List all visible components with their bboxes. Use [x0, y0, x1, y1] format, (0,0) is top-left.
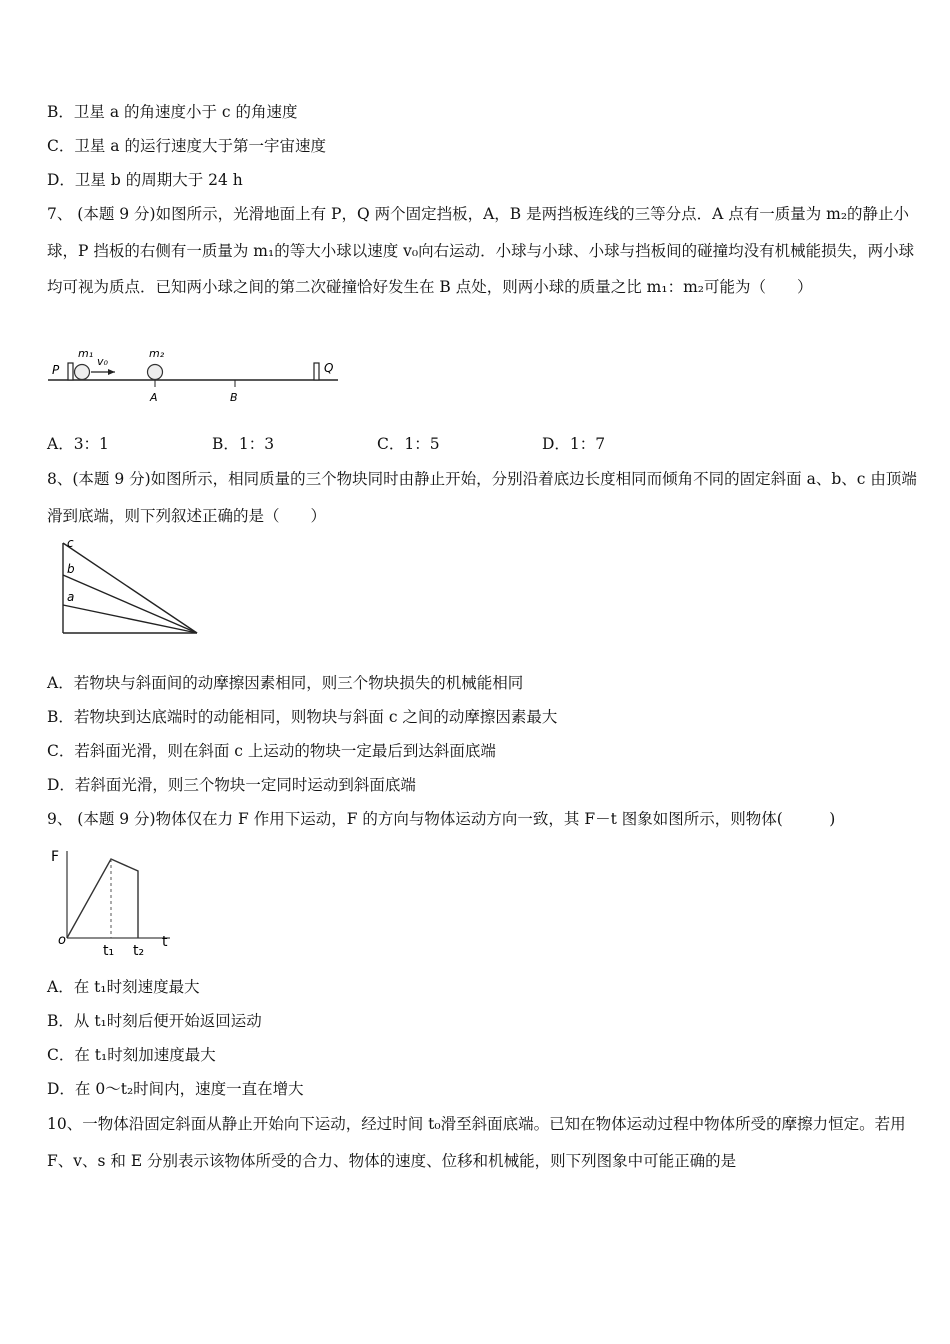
label-c: c — [67, 536, 74, 550]
q7-option-d: D．1：7 — [542, 435, 606, 453]
incline-b — [63, 575, 197, 633]
q9-option-c: C．在 t₁时刻加速度最大 — [47, 1046, 216, 1064]
q6-option-d: D．卫星 b 的周期大于 24 h — [47, 171, 243, 189]
label-v0: v₀ — [97, 355, 108, 368]
force-curve — [67, 859, 138, 938]
label-b: B — [230, 391, 238, 404]
label-f: F — [51, 849, 60, 865]
q6-option-b: B．卫星 a 的角速度小于 c 的角速度 — [47, 103, 298, 121]
ball-m1 — [75, 365, 90, 380]
q9-figure — [45, 843, 180, 963]
q7-option-b: B．1：3 — [212, 435, 275, 453]
label-m1: m₁ — [78, 347, 94, 360]
q7-option-c: C．1：5 — [377, 435, 440, 453]
barrier-p — [68, 363, 73, 380]
label-a: A — [150, 391, 158, 404]
q7-option-a: A．3：1 — [47, 435, 109, 453]
q6-option-c: C．卫星 a 的运行速度大于第一宇宙速度 — [47, 137, 326, 155]
q7-options — [47, 434, 707, 454]
q8-option-c: C．若斜面光滑，则在斜面 c 上运动的物块一定最后到达斜面底端 — [47, 742, 496, 760]
q8-option-b: B．若物块到达底端时的动能相同，则物块与斜面 c 之间的动摩擦因素最大 — [47, 708, 558, 726]
q8-option-a: A．若物块与斜面间的动摩擦因素相同，则三个物块损失的机械能相同 — [47, 674, 524, 692]
q7-figure — [45, 345, 345, 407]
label-m2: m₂ — [149, 347, 165, 360]
ball-m2 — [148, 365, 163, 380]
q9-option-a: A．在 t₁时刻速度最大 — [47, 978, 200, 996]
label-t: t — [162, 934, 168, 950]
q7-stem: 7、 (本题 9 分)如图所示，光滑地面上有 P，Q 两个固定挡板，A，B 是两挡板连线的三等分点．A 点有一质量为 m₂的静止小球，P 挡板的右侧有一质量为 m₁的等大小球以速度 v₀向右运动．小球与小球、小球与挡板间的碰撞均没有机械能损失，两小球均可视为质点．已知两小球之间的第二次碰撞恰好发生在 B 点处，则两小球的质量之比 m₁：m₂可能为（ ） — [47, 205, 915, 296]
q8-figure — [55, 535, 205, 637]
label-p: P — [52, 363, 60, 377]
q9-option-b: B．从 t₁时刻后便开始返回运动 — [47, 1012, 262, 1030]
label-t2: t₂ — [133, 943, 145, 959]
label-a: a — [67, 590, 75, 604]
q9-option-d: D．在 0～t₂时间内，速度一直在增大 — [47, 1080, 304, 1098]
label-t1: t₁ — [103, 943, 115, 959]
label-q: Q — [324, 361, 334, 375]
barrier-q — [314, 363, 319, 380]
label-b: b — [67, 562, 75, 576]
q8-option-d: D．若斜面光滑，则三个物块一定同时运动到斜面底端 — [47, 776, 416, 794]
velocity-arrowhead — [108, 369, 115, 375]
label-origin: o — [58, 933, 66, 948]
q9-stem: 9、 (本题 9 分)物体仅在力 F 作用下运动，F 的方向与物体运动方向一致，其 F－t 图象如图所示，则物体( ) — [47, 810, 836, 828]
q8-stem: 8、(本题 9 分)如图所示，相同质量的三个物块同时由静止开始，分别沿着底边长度相同而倾角不同的固定斜面 a、b、c 由顶端滑到底端，则下列叙述正确的是（ ） — [47, 470, 917, 525]
q10-stem: 10、一物体沿固定斜面从静止开始向下运动，经过时间 t₀滑至斜面底端。已知在物体运动过程中物体所受的摩擦力恒定。若用 F、v、s 和 E 分别表示该物体所受的合力、物体的速度、位移和机械能，则下列图象中可能正确的是 — [47, 1115, 906, 1170]
